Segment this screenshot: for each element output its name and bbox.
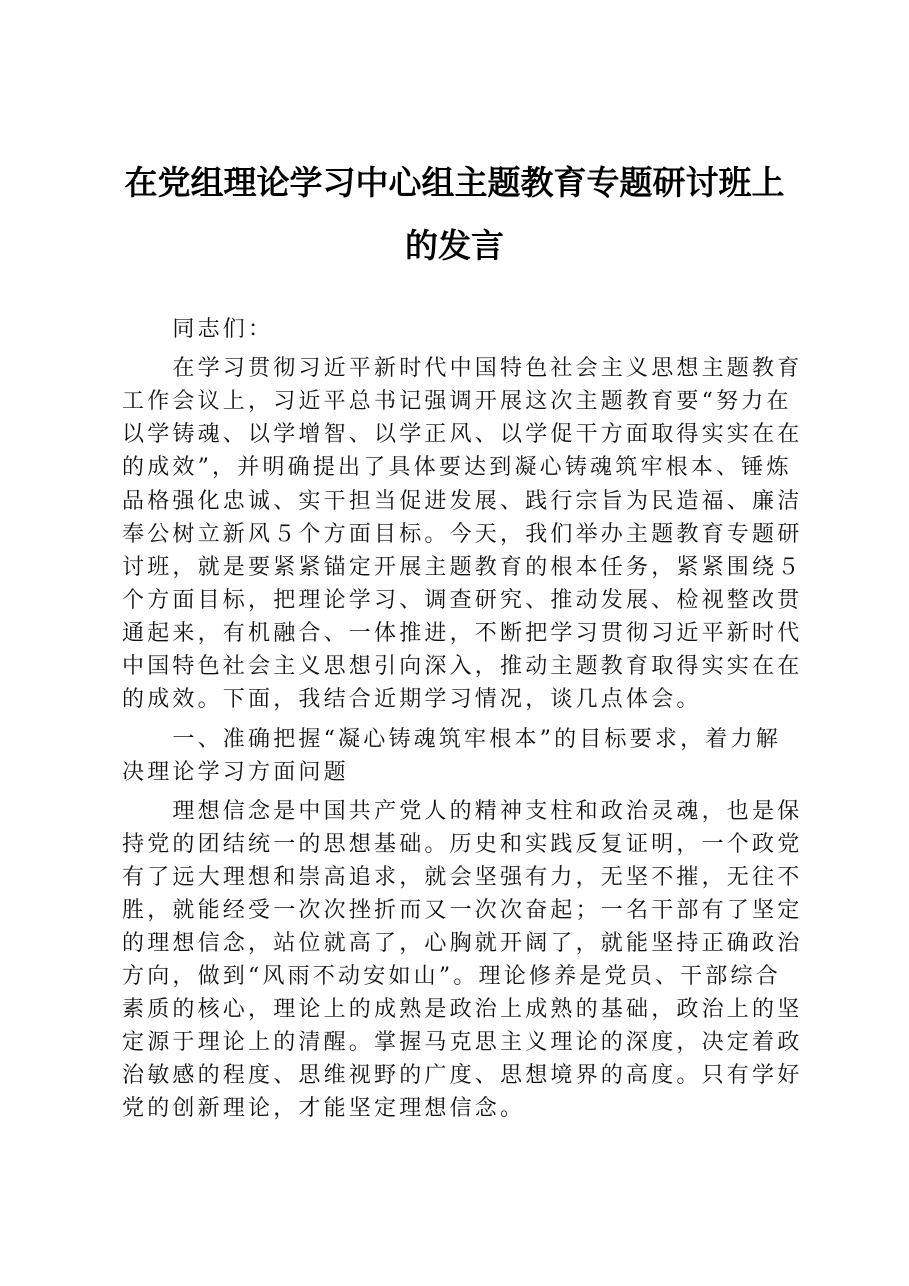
body-line: 在学习贯彻习近平新时代中国特色社会主义思想主题教育 — [122, 356, 803, 381]
section-heading-line: 决理论学习方面问题 — [122, 760, 349, 785]
body-line: 胜，就能经受一次次挫折而又一次次奋起；一名干部有了坚定 — [122, 898, 803, 923]
body-line: 定源于理论上的清醒。掌握马克思主义理论的深度，决定着政 — [122, 1030, 803, 1055]
body-line: 工作会议上，习近平总书记强调开展这次主题教育要“努力在 — [122, 389, 792, 414]
document-title-line-1: 在党组理论学习中心组主题教育专题研讨班上 — [124, 163, 785, 202]
body-line: 通起来，有机融合、一体推进，不断把学习贯彻习近平新时代 — [122, 621, 803, 646]
body-line: 的成效”，并明确提出了具体要达到凝心铸魂筑牢根本、锤炼 — [122, 455, 792, 480]
body-line: 以学铸魂、以学增智、以学正风、以学促干方面取得实实在在 — [122, 422, 803, 447]
body-line: 治敏感的程度、思维视野的广度、思想境界的高度。只有学好 — [122, 1063, 803, 1088]
body-line: 奉公树立新风５个方面目标。今天，我们举办主题教育专题研 — [122, 522, 803, 547]
body-line: 素质的核心，理论上的成熟是政治上成熟的基础，政治上的坚 — [122, 997, 803, 1022]
body-line: 讨班，就是要紧紧锚定开展主题教育的根本任务，紧紧围绕５ — [122, 555, 803, 580]
body-line: 党的创新理论，才能坚定理想信念。 — [122, 1096, 526, 1121]
section-heading-line: 一、准确把握“凝心铸魂筑牢根本”的目标要求，着力解 — [122, 727, 781, 752]
body-line: 的成效。下面，我结合近期学习情况，谈几点体会。 — [122, 687, 702, 712]
body-line: 持党的团结统一的思想基础。历史和实践反复证明，一个政党 — [122, 832, 803, 857]
body-line: 有了远大理想和崇高追求，就会坚强有力，无坚不摧，无往不 — [122, 865, 803, 890]
salutation-line: 同志们： — [122, 317, 274, 342]
body-line: 理想信念是中国共产党人的精神支柱和政治灵魂，也是保 — [122, 799, 803, 824]
body-line: 品格强化忠诚、实干担当促进发展、践行宗旨为民造福、廉洁 — [122, 489, 803, 514]
body-line: 方向，做到“风雨不动安如山”。理论修养是党员、干部综合 — [122, 964, 781, 989]
body-line: 的理想信念，站位就高了，心胸就开阔了，就能坚持正确政治 — [122, 931, 803, 956]
body-line: 个方面目标，把理论学习、调查研究、推动发展、检视整改贯 — [122, 588, 803, 613]
document-title-line-2: 的发言 — [405, 226, 504, 265]
body-line: 中国特色社会主义思想引向深入，推动主题教育取得实实在在 — [122, 654, 803, 679]
